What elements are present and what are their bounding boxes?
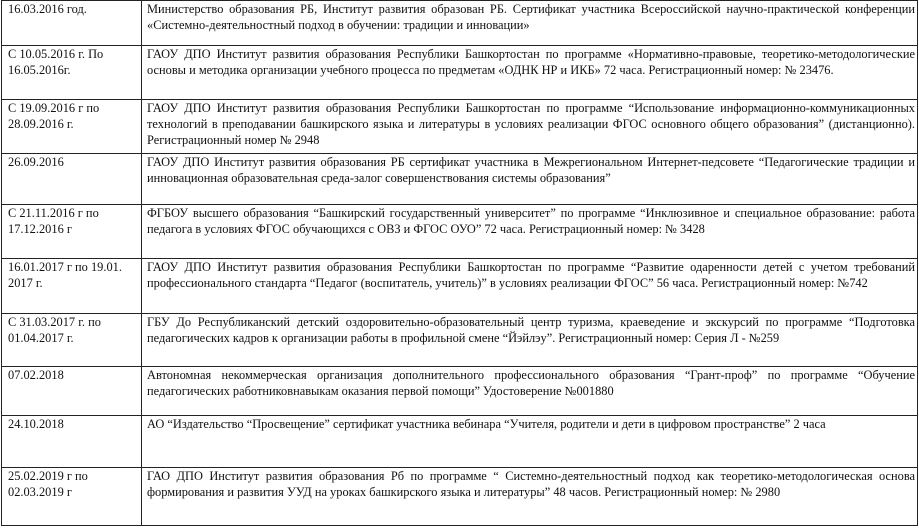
table-row bbox=[2, 100, 918, 154]
description-cell: АО “Издательство “Просвещение” сертификат участника вебинара “Учителя, родители и дети в цифровом пространстве” 2 часа bbox=[142, 416, 918, 468]
training-records-table bbox=[1, 0, 918, 526]
date-cell: 07.02.2018 bbox=[2, 367, 142, 416]
description-cell: ГАО ДПО Институт развития образования Рб по программе “ Системно-деятельностный подход как теоретико-методологическая основа формирования и развития УУД на уроках башкирского языка и литературы” 48 часов. Регистрационный номер: № 2980 bbox=[142, 468, 918, 526]
date-cell: 24.10.2018 bbox=[2, 416, 142, 468]
date-cell: С 31.03.2017 г. по 01.04.2017 г. bbox=[2, 314, 142, 367]
description-cell: ГАОУ ДПО Институт развития образования Республики Башкортостан по программе “Использование информационно-коммуникационных технологий в преподавании башкирского языка и литературы в условиях реализации ФГОС основного общего образования” (дистанционно). Регистрационный номер № 2948 bbox=[142, 100, 918, 154]
description-cell: ГАОУ ДПО Институт развития образования Республики Башкортостан по программе “Развитие одаренности детей с учетом требований профессионального стандарта “Педагог (воспитатель, учитель)” в условиях реализации ФГОС” 56 часа. Регистрационный номер: №742 bbox=[142, 259, 918, 314]
table-row bbox=[2, 1, 918, 46]
table-row bbox=[2, 367, 918, 416]
date-cell: 16.03.2016 год. bbox=[2, 1, 142, 46]
date-cell: С 19.09.2016 г по 28.09.2016 г. bbox=[2, 100, 142, 154]
table-row bbox=[2, 154, 918, 205]
date-cell: С 10.05.2016 г. По 16.05.2016г. bbox=[2, 46, 142, 100]
date-cell: 25.02.2019 г по 02.03.2019 г bbox=[2, 468, 142, 526]
description-cell: ФГБОУ высшего образования “Башкирский государственный университет” по программе “Инклюзивное и специальное образование: работа педагога в условиях ФГОС обучающихся с ОВЗ и ФГОС ОУО” 72 часа. Регистрационный номер: № 3428 bbox=[142, 205, 918, 259]
description-cell: Министерство образования РБ, Институт развития образован РБ. Сертификат участника Всероссийской научно-практической конференции «Системно-деятельностный подход в обучении: традиции и инновации» bbox=[142, 1, 918, 46]
description-cell: ГАОУ ДПО Институт развития образования РБ сертификат участника в Межрегиональном Интернет-педсовете “Педагогические традиции и инновационная образовательная среда-залог совершенствования системы образования” bbox=[142, 154, 918, 205]
table-row bbox=[2, 259, 918, 314]
table-row bbox=[2, 314, 918, 367]
description-cell: ГБУ До Республиканский детский оздоровительно-образовательный центр туризма, краеведение и экскурсий по программе “Подготовка педагогических кадров к организации работы в профильной смене “Йэйлэу”. Регистрационный номер: Серия Л - №259 bbox=[142, 314, 918, 367]
date-cell: С 21.11.2016 г по 17.12.2016 г bbox=[2, 205, 142, 259]
date-cell: 26.09.2016 bbox=[2, 154, 142, 205]
description-cell: Автономная некоммерческая организация дополнительного профессионального образования “Грант-проф” по программе “Обучение педагогических работниковнавыкам оказания первой помощи” Удостоверение №001880 bbox=[142, 367, 918, 416]
table-row bbox=[2, 468, 918, 526]
date-cell: 16.01.2017 г по 19.01. 2017 г. bbox=[2, 259, 142, 314]
table-row bbox=[2, 205, 918, 259]
table-row bbox=[2, 416, 918, 468]
table-row bbox=[2, 46, 918, 100]
description-cell: ГАОУ ДПО Институт развития образования Республики Башкортостан по программе «Нормативно-правовые, теоретико-методологические основы и методика организации учебного процесса по предметам «ОДНК НР и ИКБ» 72 часа. Регистрационный номер: № 23476. bbox=[142, 46, 918, 100]
